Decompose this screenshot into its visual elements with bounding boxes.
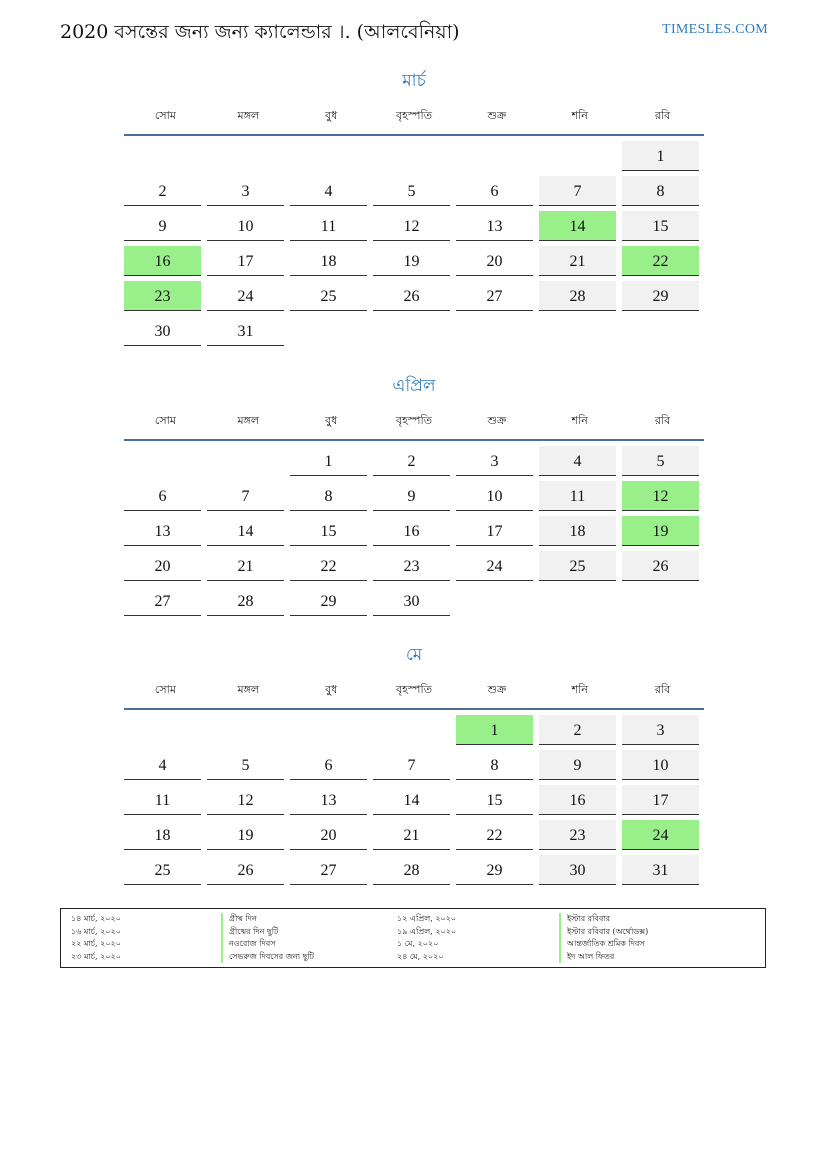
empty-cell bbox=[373, 715, 450, 745]
weekday-label: বৃহস্পতি bbox=[396, 109, 432, 122]
day-cell[interactable]: 29 bbox=[456, 855, 533, 885]
weekday-label: সোম bbox=[154, 109, 176, 122]
day-cell[interactable]: 20 bbox=[456, 246, 533, 276]
day-cell[interactable]: 27 bbox=[124, 586, 201, 616]
day-cell[interactable]: 23 bbox=[539, 820, 616, 850]
day-cell[interactable]: 8 bbox=[622, 176, 699, 206]
day-cell[interactable]: 18 bbox=[539, 516, 616, 546]
day-cell[interactable]: 30 bbox=[539, 855, 616, 885]
day-cell[interactable]: 4 bbox=[290, 176, 367, 206]
holiday-day-cell[interactable]: 1 bbox=[456, 715, 533, 745]
day-cell[interactable]: 18 bbox=[290, 246, 367, 276]
header-divider bbox=[124, 134, 704, 136]
legend-date: ২২ মার্চ, ২০২০ bbox=[71, 939, 121, 948]
legend-date: ১২ এপ্রিল, ২০২০ bbox=[397, 914, 457, 923]
day-cell[interactable]: 19 bbox=[373, 246, 450, 276]
day-cell[interactable]: 30 bbox=[373, 586, 450, 616]
day-cell[interactable]: 21 bbox=[207, 551, 284, 581]
day-cell[interactable]: 3 bbox=[456, 446, 533, 476]
day-cell[interactable]: 26 bbox=[373, 281, 450, 311]
day-cell[interactable]: 20 bbox=[290, 820, 367, 850]
day-cell[interactable]: 10 bbox=[456, 481, 533, 511]
weekday-label: বৃহস্পতি bbox=[396, 414, 432, 427]
weekday-header bbox=[124, 678, 704, 708]
legend-date: ১ মে, ২০২০ bbox=[397, 939, 439, 948]
day-cell[interactable]: 14 bbox=[373, 785, 450, 815]
day-cell[interactable]: 22 bbox=[290, 551, 367, 581]
legend-date: ১৬ মার্চ, ২০২০ bbox=[71, 926, 121, 936]
day-cell[interactable]: 1 bbox=[622, 141, 699, 171]
weekday-label: শুক্র bbox=[487, 683, 507, 696]
day-cell[interactable]: 19 bbox=[207, 820, 284, 850]
holiday-day-cell[interactable]: 19 bbox=[622, 516, 699, 546]
empty-cell bbox=[124, 141, 201, 171]
empty-cell bbox=[124, 715, 201, 745]
day-cell[interactable]: 22 bbox=[456, 820, 533, 850]
day-cell[interactable]: 28 bbox=[207, 586, 284, 616]
day-cell[interactable]: 3 bbox=[622, 715, 699, 745]
legend-name: ইস্টার রবিবার bbox=[559, 913, 759, 926]
day-cell[interactable]: 31 bbox=[207, 316, 284, 346]
weekday-label: শনি bbox=[571, 414, 588, 427]
weekday-label: শনি bbox=[571, 109, 588, 122]
month-may bbox=[124, 642, 704, 885]
weekday-label: শুক্র bbox=[487, 414, 507, 427]
day-cell[interactable]: 5 bbox=[622, 446, 699, 476]
weekday-label: রবি bbox=[654, 414, 671, 427]
day-cell[interactable]: 26 bbox=[622, 551, 699, 581]
day-cell[interactable]: 27 bbox=[456, 281, 533, 311]
day-cell[interactable]: 2 bbox=[539, 715, 616, 745]
empty-cell bbox=[456, 141, 533, 171]
weekday-label: শুক্র bbox=[487, 109, 507, 122]
day-cell[interactable]: 15 bbox=[290, 516, 367, 546]
day-cell[interactable]: 23 bbox=[373, 551, 450, 581]
legend-name: গ্রীষ্মের দিন ছুটি bbox=[221, 926, 397, 939]
day-cell[interactable]: 20 bbox=[124, 551, 201, 581]
legend-date: ২৪ মে, ২০২০ bbox=[397, 951, 444, 961]
day-cell[interactable]: 18 bbox=[124, 820, 201, 850]
day-cell[interactable]: 11 bbox=[290, 211, 367, 241]
day-cell[interactable]: 17 bbox=[622, 785, 699, 815]
weekday-label: বুধ bbox=[324, 109, 338, 122]
day-cell[interactable]: 26 bbox=[207, 855, 284, 885]
day-cell[interactable]: 6 bbox=[456, 176, 533, 206]
month-title: মে bbox=[405, 645, 423, 665]
day-cell[interactable]: 7 bbox=[539, 176, 616, 206]
empty-cell bbox=[290, 141, 367, 171]
weekday-label: সোম bbox=[154, 414, 176, 427]
empty-cell bbox=[373, 141, 450, 171]
day-cell[interactable]: 4 bbox=[539, 446, 616, 476]
day-cell[interactable]: 29 bbox=[290, 586, 367, 616]
legend-name: সেভরুজ দিবসের জন্য ছুটি bbox=[221, 951, 397, 964]
day-cell[interactable]: 8 bbox=[456, 750, 533, 780]
day-cell[interactable]: 13 bbox=[456, 211, 533, 241]
holiday-day-cell[interactable]: 24 bbox=[622, 820, 699, 850]
day-cell[interactable]: 25 bbox=[290, 281, 367, 311]
weekday-header bbox=[124, 409, 704, 439]
day-cell[interactable]: 21 bbox=[373, 820, 450, 850]
page-title: 2020 বসন্তের জন্য জন্য ক্যালেন্ডার ।. (আলবেনিয়া) bbox=[60, 21, 460, 43]
day-cell[interactable]: 25 bbox=[124, 855, 201, 885]
day-cell[interactable]: 11 bbox=[539, 481, 616, 511]
day-cell[interactable]: 15 bbox=[456, 785, 533, 815]
day-cell[interactable]: 7 bbox=[207, 481, 284, 511]
day-cell[interactable]: 28 bbox=[539, 281, 616, 311]
month-march bbox=[124, 68, 704, 346]
day-cell[interactable]: 14 bbox=[207, 516, 284, 546]
day-cell[interactable]: 3 bbox=[207, 176, 284, 206]
weekday-header bbox=[124, 104, 704, 134]
legend-date: ২৩ মার্চ, ২০২০ bbox=[71, 951, 121, 961]
day-grid bbox=[124, 141, 704, 346]
weekday-label: সোম bbox=[154, 683, 176, 696]
month-title: মার্চ bbox=[402, 71, 426, 91]
weekday-label: রবি bbox=[654, 683, 671, 696]
holiday-day-cell[interactable]: 12 bbox=[622, 481, 699, 511]
legend-name: গ্রীষ্ম দিন bbox=[221, 913, 397, 926]
weekday-label: মঙ্গল bbox=[237, 683, 260, 696]
legend-name: ইদ আল ফিতর bbox=[559, 951, 759, 964]
day-cell[interactable]: 25 bbox=[539, 551, 616, 581]
month-title: এপ্রিল bbox=[392, 376, 436, 396]
month-april bbox=[124, 373, 704, 616]
day-grid bbox=[124, 715, 704, 885]
legend-date: ১৪ মার্চ, ২০২০ bbox=[71, 914, 121, 923]
day-cell[interactable]: 11 bbox=[124, 785, 201, 815]
empty-cell bbox=[207, 446, 284, 476]
holiday-day-cell[interactable]: 14 bbox=[539, 211, 616, 241]
empty-cell bbox=[207, 141, 284, 171]
weekday-label: শনি bbox=[571, 683, 588, 696]
day-cell[interactable]: 4 bbox=[124, 750, 201, 780]
weekday-label: মঙ্গল bbox=[237, 109, 260, 122]
day-cell[interactable]: 10 bbox=[622, 750, 699, 780]
day-cell[interactable]: 10 bbox=[207, 211, 284, 241]
weekday-label: বৃহস্পতি bbox=[396, 683, 432, 696]
header-divider bbox=[124, 708, 704, 710]
holiday-day-cell[interactable]: 16 bbox=[124, 246, 201, 276]
day-cell[interactable]: 5 bbox=[373, 176, 450, 206]
empty-cell bbox=[539, 141, 616, 171]
empty-cell bbox=[290, 715, 367, 745]
day-cell[interactable]: 16 bbox=[539, 785, 616, 815]
legend-date: ১৯ এপ্রিল, ২০২০ bbox=[397, 926, 457, 936]
day-cell[interactable]: 9 bbox=[539, 750, 616, 780]
day-cell[interactable]: 2 bbox=[373, 446, 450, 476]
day-cell[interactable]: 8 bbox=[290, 481, 367, 511]
holiday-legend bbox=[60, 908, 766, 968]
holiday-day-cell[interactable]: 22 bbox=[622, 246, 699, 276]
day-cell[interactable]: 13 bbox=[290, 785, 367, 815]
legend-name: নওরোজ দিবস bbox=[221, 938, 397, 951]
day-cell[interactable]: 13 bbox=[124, 516, 201, 546]
weekday-label: বুধ bbox=[324, 683, 338, 696]
day-cell[interactable]: 27 bbox=[290, 855, 367, 885]
empty-cell bbox=[207, 715, 284, 745]
legend-name: আন্তর্জাতিক শ্রমিক দিবস bbox=[559, 938, 759, 951]
day-cell[interactable]: 17 bbox=[456, 516, 533, 546]
brand-link[interactable]: TIMESLES.COM bbox=[662, 22, 768, 37]
legend-name: ইস্টার রবিবার (অর্থোডক্স) bbox=[559, 926, 759, 939]
day-cell[interactable]: 15 bbox=[622, 211, 699, 241]
day-cell[interactable]: 12 bbox=[373, 211, 450, 241]
day-cell[interactable]: 31 bbox=[622, 855, 699, 885]
day-cell[interactable]: 6 bbox=[124, 481, 201, 511]
day-grid bbox=[124, 446, 704, 616]
weekday-label: মঙ্গল bbox=[237, 414, 260, 427]
day-cell[interactable]: 29 bbox=[622, 281, 699, 311]
day-cell[interactable]: 9 bbox=[124, 211, 201, 241]
day-cell[interactable]: 21 bbox=[539, 246, 616, 276]
day-cell[interactable]: 30 bbox=[124, 316, 201, 346]
day-cell[interactable]: 28 bbox=[373, 855, 450, 885]
day-cell[interactable]: 1 bbox=[290, 446, 367, 476]
day-cell[interactable]: 5 bbox=[207, 750, 284, 780]
day-cell[interactable]: 24 bbox=[207, 281, 284, 311]
header-divider bbox=[124, 439, 704, 441]
day-cell[interactable]: 2 bbox=[124, 176, 201, 206]
day-cell[interactable]: 7 bbox=[373, 750, 450, 780]
day-cell[interactable]: 6 bbox=[290, 750, 367, 780]
holiday-day-cell[interactable]: 23 bbox=[124, 281, 201, 311]
day-cell[interactable]: 16 bbox=[373, 516, 450, 546]
day-cell[interactable]: 24 bbox=[456, 551, 533, 581]
day-cell[interactable]: 17 bbox=[207, 246, 284, 276]
day-cell[interactable]: 12 bbox=[207, 785, 284, 815]
day-cell[interactable]: 9 bbox=[373, 481, 450, 511]
weekday-label: রবি bbox=[654, 109, 671, 122]
empty-cell bbox=[124, 446, 201, 476]
weekday-label: বুধ bbox=[324, 414, 338, 427]
